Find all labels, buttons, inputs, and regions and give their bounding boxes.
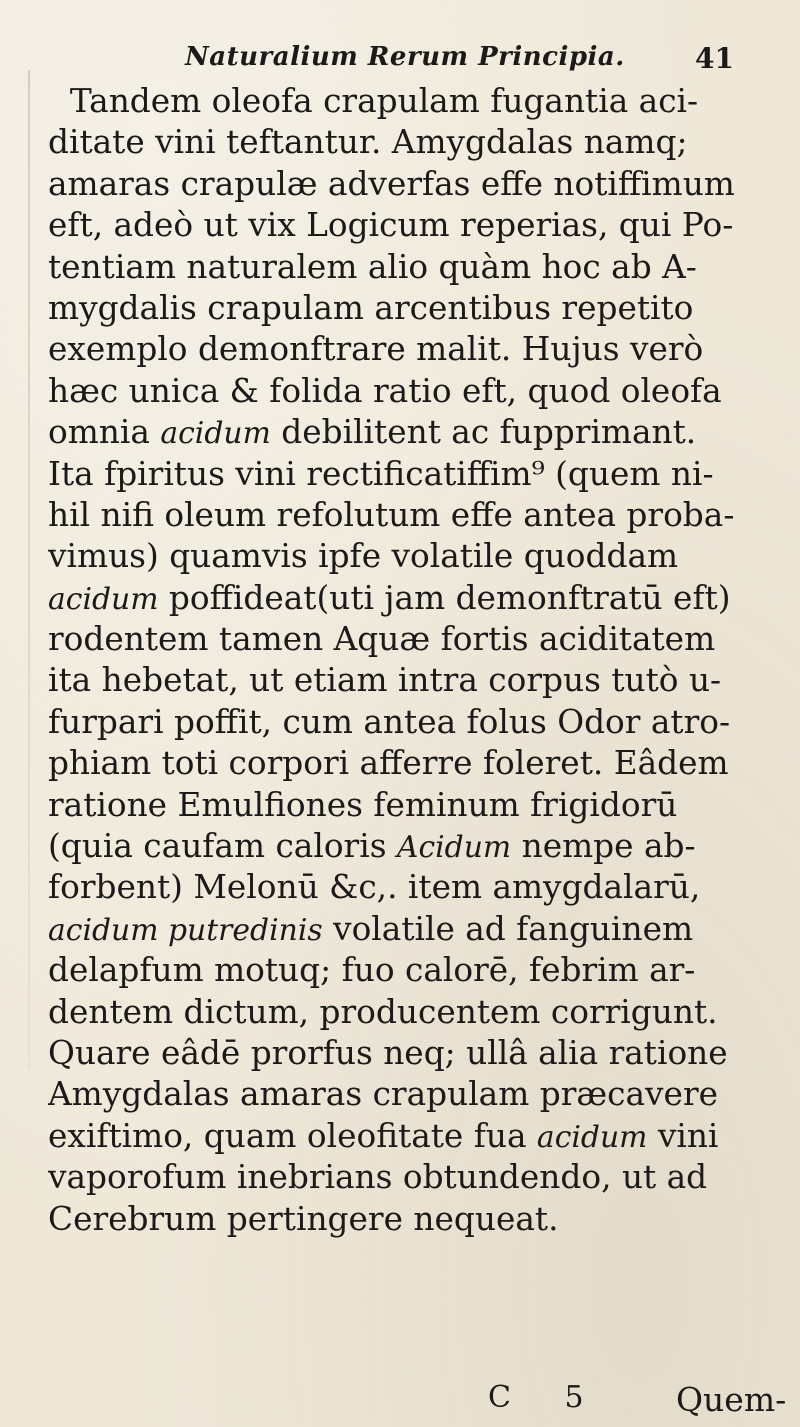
text-run: delapfum motuq; fuo calorē, febrim ar- (48, 950, 696, 990)
text-run: phiam toti corpori afferre foleret. Eâdem (48, 743, 729, 783)
text-line (48, 204, 783, 245)
text-run: tentiam naturalem alio quàm hoc ab A- (48, 246, 697, 286)
text-line (48, 866, 783, 907)
text-line (48, 453, 783, 494)
text-line (48, 1198, 783, 1239)
text-line (48, 494, 783, 535)
text-run: dentem dictum, producentem corrigunt. (48, 991, 718, 1031)
text-run: exiftimo, quam oleofitate fua (48, 1115, 537, 1155)
text-line (48, 1115, 783, 1156)
text-run: ita hebetat, ut etiam intra corpus tutò u- (48, 660, 722, 700)
text-run: vaporofum inebrians obtundendo, ut ad (48, 1157, 708, 1197)
page-footer (0, 1380, 800, 1422)
text-line (48, 1032, 783, 1073)
text-line (48, 287, 783, 328)
signature-mark: C 5 (488, 1380, 606, 1415)
text-line (48, 991, 783, 1032)
body-text (48, 80, 788, 1239)
text-line (48, 659, 783, 700)
text-run: hil nifi oleum refolutum effe antea proba- (48, 494, 735, 534)
text-run: amaras crapulæ adverfas effe notiffimum (48, 163, 735, 203)
text-run: Amygdalas amaras crapulam præcavere (48, 1074, 719, 1114)
text-run: poffideat(uti jam demonftratū eft) (158, 577, 731, 617)
text-line (48, 328, 783, 369)
text-run: ratione Emulfiones feminum frigidorū (48, 784, 678, 824)
text-run: forbent) Melonū &c,. item amygdalarū, (48, 867, 701, 907)
text-line (48, 121, 783, 162)
text-run: exemplo demonftrare malit. Hujus verò (48, 329, 704, 369)
text-run: rodentem tamen Aquæ fortis aciditatem (48, 619, 716, 659)
text-line (48, 701, 783, 742)
text-run: nempe ab- (511, 826, 696, 866)
text-run: Ita fpiritus vini rectificatiffim⁹ (quem ni- (48, 453, 714, 493)
text-line (48, 1073, 783, 1114)
text-run: hæc unica & folida ratio eft, quod oleofa (48, 370, 722, 410)
text-line (48, 949, 783, 990)
text-line (48, 784, 783, 825)
text-line (48, 577, 783, 618)
italic-term: acidum (536, 1119, 648, 1155)
italic-term: acidum putredinis (48, 912, 323, 948)
text-line (48, 742, 783, 783)
text-run: volatile ad fanguinem (322, 908, 694, 948)
text-run: (quia caufam caloris (48, 826, 397, 866)
text-run: Quare eâdē prorfus neq; ullâ alia ratione (48, 1032, 728, 1072)
text-line (48, 535, 783, 576)
text-line (48, 80, 800, 121)
text-run: mygdalis crapulam arcentibus repetito (48, 287, 694, 327)
text-line (48, 908, 783, 949)
italic-term: Acidum (396, 830, 512, 866)
text-line (48, 370, 783, 411)
text-line (48, 246, 783, 287)
text-run: eft, adeò ut vix Logicum reperias, qui Po- (48, 205, 734, 245)
running-title: Naturalium Rerum Principia. (185, 42, 625, 72)
text-line (48, 411, 783, 452)
page-number: 41 (695, 42, 734, 75)
text-line (48, 618, 783, 659)
text-run: debilitent ac fupprimant. (270, 412, 697, 452)
text-run: furpari poffit, cum antea folus Odor atro- (48, 701, 731, 741)
text-line (48, 163, 783, 204)
text-line (48, 825, 783, 866)
running-head (0, 38, 800, 78)
binding-gutter (28, 70, 30, 1070)
text-run: vini (647, 1115, 719, 1155)
text-run: vimus) quamvis ipfe volatile quoddam (48, 536, 679, 576)
catchword: Quem- (676, 1380, 787, 1419)
text-run: Tandem oleofa crapulam fugantia aci- (69, 81, 699, 120)
italic-term: acidum (160, 416, 271, 452)
text-line (48, 1156, 783, 1197)
text-run: ditate vini teftantur. Amygdalas namq; (48, 122, 688, 162)
italic-term: acidum (48, 581, 159, 617)
text-run: Cerebrum pertingere nequeat. (48, 1198, 559, 1238)
text-run: omnia (48, 412, 161, 452)
